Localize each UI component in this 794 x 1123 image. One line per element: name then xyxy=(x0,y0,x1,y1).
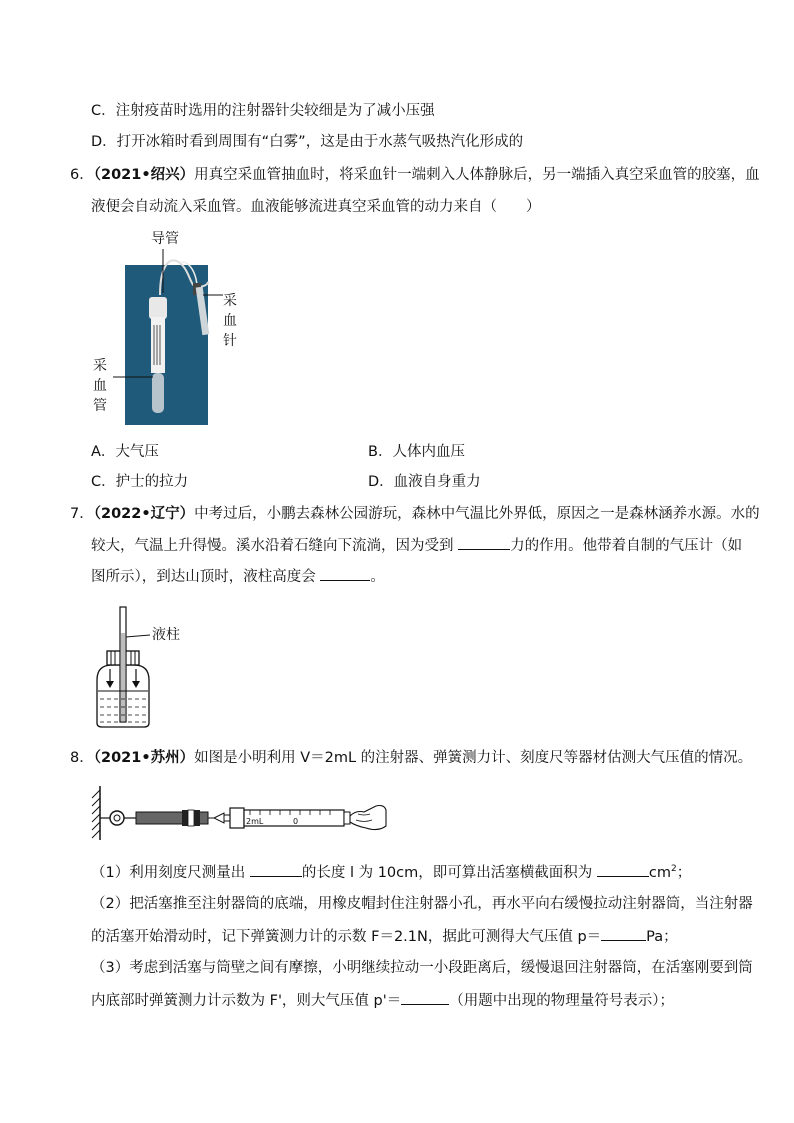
question-source: （2021•绍兴） xyxy=(93,167,195,183)
q8-sub3-line1: （3）考虑到活塞与筒壁之间有摩擦，小明继续拉动一小段距离后，缓慢退回注射器筒，在活塞刚要到筒 xyxy=(91,960,753,976)
label-vial-2: 血 xyxy=(93,378,107,394)
syringe-experiment-figure xyxy=(88,782,388,844)
question-source: （2021•苏州） xyxy=(93,750,195,766)
question-7-line3: 图所示），到达山顶时，液柱高度会 。 xyxy=(91,566,385,587)
scale-zero: 0 xyxy=(293,817,299,826)
scale-label: 2mL xyxy=(246,817,264,826)
label-vial-3: 管 xyxy=(93,398,107,414)
question-number: 6． xyxy=(70,167,94,183)
q6-option-d: D．血液自身重力 xyxy=(368,474,481,490)
q6-option-c: C．护士的拉力 xyxy=(91,474,189,490)
question-6-line2: 液便会自动流入采血管。血液能够流进真空采血管的动力来自（ ） xyxy=(91,199,541,215)
q6-option-b: B．人体内血压 xyxy=(368,444,465,460)
question-number: 7． xyxy=(70,506,94,522)
prev-option-d: D．打开冰箱时看到周围有“白雾”，这是由于水蒸气吸热汽化形成的 xyxy=(91,134,524,150)
question-8-line1 xyxy=(70,748,752,768)
label-needle-2: 血 xyxy=(223,313,237,329)
q6-option-a: A．大气压 xyxy=(91,444,159,460)
question-7-line2: 较大，气温上升得慢。溪水沿着石缝向下流淌，因为受到 力的作用。他带着自制的气压计（如 xyxy=(91,535,742,556)
label-needle-1: 采 xyxy=(223,293,237,309)
question-6-line1 xyxy=(70,165,760,185)
syringe-nozzle xyxy=(214,813,224,823)
label-vial-1: 采 xyxy=(93,358,107,374)
answer-blank xyxy=(597,862,649,877)
label-liquid-column: 液柱 xyxy=(152,627,180,643)
vial-body xyxy=(152,373,164,413)
answer-blank xyxy=(458,535,510,550)
answer-blank xyxy=(601,926,646,941)
question-source: （2022•辽宁） xyxy=(93,506,195,522)
question-text: 用真空采血管抽血时，将采血针一端刺入人体静脉后，另一端插入真空采血管的胶塞，血 xyxy=(194,167,760,183)
question-text: 如图是小明利用 V＝2mL 的注射器、弹簧测力计、刻度尺等器材估测大气压值的情况。 xyxy=(194,750,753,766)
answer-blank xyxy=(401,990,449,1005)
prev-option-c: C．注射疫苗时选用的注射器针尖较细是为了减小压强 xyxy=(91,103,435,119)
answer-blank xyxy=(250,862,302,877)
vial-cap xyxy=(149,297,167,319)
question-number: 8． xyxy=(70,750,94,766)
question-text: 中考过后，小鹏去森林公园游玩，森林中气温比外界低，原因之一是森林涵养水源。水的 xyxy=(194,506,760,522)
liquid-column xyxy=(121,633,125,721)
question-7-line1 xyxy=(70,504,760,524)
q8-sub2-line1: （2）把活塞推至注射器筒的底端，用橡皮帽封住注射器小孔，再水平向右缓慢拉动注射器筒，当注射器 xyxy=(91,896,753,912)
q8-sub3-line2: 内底部时弹簧测力计示数为 F'，则大气压值 p'＝ （用题中出现的物理量符号表示）； xyxy=(91,990,674,1011)
vial-label xyxy=(151,317,165,373)
blood-collection-figure xyxy=(85,225,245,430)
barometer-figure xyxy=(92,605,202,730)
label-needle-3: 针 xyxy=(223,333,237,349)
q8-sub1: （1）利用刻度尺测量出 的长度 l 为 10cm，即可算出活塞横截面积为 $cm^2$； xyxy=(91,862,691,883)
answer-blank xyxy=(320,566,370,581)
label-tube: 导管 xyxy=(151,231,179,247)
q8-sub2-line2: 的活塞开始滑动时，记下弹簧测力计的示数 F＝2.1N，据此可测得大气压值 p＝ Pa； xyxy=(91,926,678,947)
hand xyxy=(350,806,386,830)
